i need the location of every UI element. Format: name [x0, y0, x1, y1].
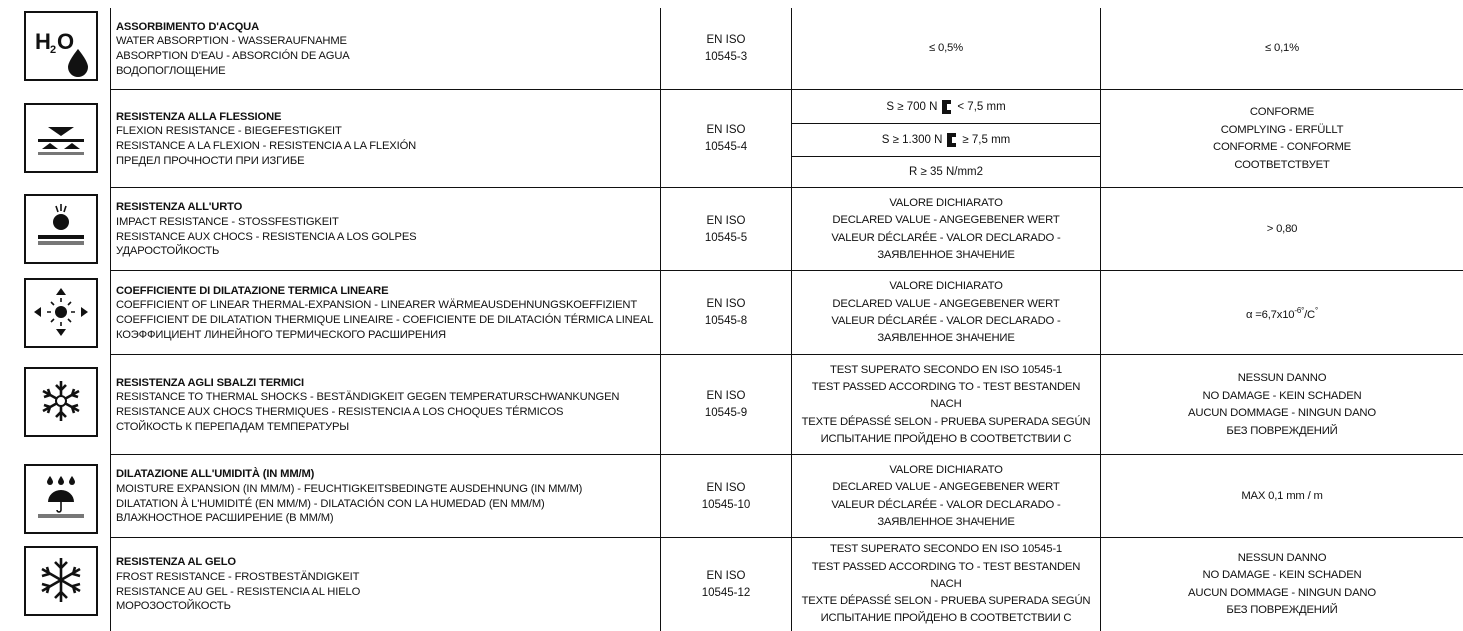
norm-line: 10545-12 — [701, 586, 751, 599]
norm-line: EN ISO — [706, 390, 746, 402]
result-value — [1101, 271, 1463, 355]
requirement-line: ЗАЯВЛЕННОЕ ЗНАЧЕНИЕ — [877, 332, 1015, 345]
flexion-resistance-icon-graphic — [26, 105, 96, 171]
result-line: ≤ 0,1% — [1265, 42, 1299, 55]
requirement-line: DECLARED VALUE - ANGEGEBENER WERT — [832, 297, 1060, 310]
requirement-line: VALORE DICHIARATO — [889, 196, 1003, 209]
alpha-unit: /C — [1304, 308, 1315, 321]
water-absorption-icon — [24, 11, 98, 81]
property-title: COEFFICIENTE DI DILATAZIONE TERMICA LINEARE — [116, 284, 389, 297]
test-norm — [661, 538, 791, 631]
requirement-line: TEXTE DÉPASSÉ SELON - PRUEBA SUPERADA SEGÚN — [801, 595, 1091, 608]
property-description — [116, 538, 656, 631]
column-divider — [110, 90, 111, 188]
requirement-line: TEST SUPERATO SECONDO EN ISO 10545-1 — [830, 543, 1062, 556]
property-row — [0, 188, 1463, 271]
requirement-line: TEST PASSED ACCORDING TO - TEST BESTANDEN — [811, 560, 1081, 573]
svg-text:H: H — [35, 29, 51, 54]
property-description — [116, 355, 656, 455]
requirement-subcell — [792, 90, 1100, 123]
frost-resistance-icon — [24, 546, 98, 616]
norm-line: 10545-8 — [704, 315, 748, 327]
norm-line: EN ISO — [706, 569, 746, 582]
property-description — [116, 188, 656, 271]
property-description — [116, 455, 656, 538]
property-row — [0, 455, 1463, 538]
svg-text:O: O — [57, 29, 75, 54]
property-row — [0, 538, 1463, 631]
property-title: RESISTENZA ALLA FLESSIONE — [116, 110, 282, 123]
result-line: БЕЗ ПОВРЕЖДЕНИЙ — [1226, 604, 1338, 616]
requirement-line: DECLARED VALUE - ANGEGEBENER WERT — [832, 214, 1060, 227]
result-line: MAX 0,1 mm / m — [1241, 489, 1323, 502]
water-absorption-icon-graphic — [26, 13, 96, 79]
requirement-line: ЗАЯВЛЕННОЕ ЗНАЧЕНИЕ — [877, 515, 1015, 528]
requirement-line: VALEUR DÉCLARÉE - VALOR DECLARADO - — [831, 231, 1061, 244]
property-translation: DILATATION À L'HUMIDITÉ (EN MM/M) - DILATACIÓN CON LA HUMEDAD (EN MM/M) — [116, 497, 545, 510]
result-line: CONFORME — [1249, 106, 1315, 118]
requirement-value — [792, 8, 1100, 90]
test-norm — [661, 8, 791, 90]
thickness-condition: ≥ 7,5 mm — [962, 133, 1011, 146]
requirement-line: NACH — [930, 577, 962, 590]
property-translation: COEFFICIENT OF LINEAR THERMAL-EXPANSION - LINEARER WÄRMEAUSDEHNUNGSKOEFFIZIENT — [116, 299, 638, 312]
test-norm — [661, 271, 791, 355]
column-divider — [110, 8, 111, 90]
property-translation: ВОДОПОГЛОЩЕНИЕ — [116, 64, 226, 77]
property-translation: ABSORPTION D'EAU - ABSORCIÓN DE AGUA — [116, 50, 350, 62]
flexion-resistance-icon — [24, 103, 98, 173]
result-line: БЕЗ ПОВРЕЖДЕНИЙ — [1226, 424, 1338, 437]
requirement-subcell — [792, 156, 1100, 188]
svg-text:2: 2 — [50, 44, 57, 56]
norm-line: EN ISO — [706, 34, 746, 46]
requirement-value: S ≥ 1.300 N — [881, 133, 943, 146]
norm-line: EN ISO — [706, 124, 746, 136]
property-row — [0, 8, 1463, 90]
property-translation: COEFFICIENT DE DILATATION THERMIQUE LINEAIRE - COEFICIENTE DE DILATACIÓN TÉRMICA LINEAL — [116, 314, 654, 326]
property-title: RESISTENZA AL GELO — [116, 556, 236, 569]
property-translation: СТОЙКОСТЬ К ПЕРЕПАДАМ ТЕМПЕРАТУРЫ — [116, 420, 350, 433]
result-value — [1101, 90, 1463, 188]
impact-resistance-icon-graphic — [26, 196, 96, 262]
property-translation: КОЭФФИЦИЕНТ ЛИНЕЙНОГО ТЕРМИЧЕСКОГО РАСШИРЕНИЯ — [116, 328, 446, 341]
requirement-line: VALORE DICHIARATO — [889, 463, 1003, 476]
norm-line: EN ISO — [706, 214, 746, 227]
column-divider — [110, 188, 111, 271]
thermal-shock-icon — [24, 367, 98, 437]
result-line: COMPLYING - ERFÜLLT — [1220, 123, 1344, 136]
property-row — [0, 271, 1463, 355]
requirement-line: ЗАЯВЛЕННОЕ ЗНАЧЕНИЕ — [877, 248, 1015, 261]
requirement-value — [792, 271, 1100, 355]
requirement-line: ИСПЫТАНИЕ ПРОЙДЕНО В СООТВЕТСТВИИ С — [820, 432, 1072, 445]
requirement-line: TEXTE DÉPASSÉ SELON - PRUEBA SUPERADA SEGÚN — [801, 415, 1091, 428]
result-line: CONFORME - CONFORME — [1212, 141, 1352, 153]
property-translation: УДАРОСТОЙКОСТЬ — [116, 245, 220, 258]
result-line: NESSUN DANNO — [1237, 372, 1327, 384]
result-value — [1101, 188, 1463, 271]
property-description — [116, 90, 656, 188]
requirement-line: VALEUR DÉCLARÉE - VALOR DECLARADO - — [831, 315, 1061, 327]
property-title: ASSORBIMENTO D'ACQUA — [116, 20, 260, 33]
impact-resistance-icon — [24, 194, 98, 264]
requirement-value — [792, 455, 1100, 538]
property-translation: МОРОЗОСТОЙКОСТЬ — [116, 600, 231, 613]
norm-line: 10545-10 — [701, 498, 751, 511]
result-value — [1101, 8, 1463, 90]
test-norm — [661, 90, 791, 188]
thermal-shock-icon-graphic — [26, 369, 96, 435]
norm-line: EN ISO — [706, 298, 746, 310]
property-translation: RESISTANCE TO THERMAL SHOCKS - BESTÄNDIGKEIT GEGEN TEMPERATURSCHWANKUNGEN — [116, 391, 620, 404]
norm-line: 10545-5 — [704, 231, 748, 244]
property-translation: IMPACT RESISTANCE - STOSSFESTIGKEIT — [116, 215, 339, 228]
property-row — [0, 355, 1463, 455]
result-line: СООТВЕТСТВУЕТ — [1234, 158, 1330, 171]
requirement-line: TEST SUPERATO SECONDO EN ISO 10545-1 — [830, 363, 1062, 376]
column-divider — [110, 271, 111, 355]
requirement-line: DECLARED VALUE - ANGEGEBENER WERT — [832, 481, 1060, 494]
tile-thickness-icon — [946, 132, 958, 148]
result-line: AUCUN DOMMAGE - NINGUN DANO — [1188, 407, 1376, 419]
norm-line: 10545-4 — [704, 141, 748, 153]
property-translation: RESISTANCE AU GEL - RESISTENCIA AL HIELO — [116, 585, 361, 598]
requirement-value — [792, 188, 1100, 271]
property-row — [0, 90, 1463, 188]
property-title: RESISTENZA AGLI SBALZI TERMICI — [116, 376, 304, 389]
thermal-expansion-icon — [24, 278, 98, 348]
property-title: DILATAZIONE ALL'UMIDITÀ (IN MM/M) — [116, 468, 315, 481]
moisture-expansion-icon — [24, 464, 98, 534]
result-value — [1101, 455, 1463, 538]
result-line: NESSUN DANNO — [1237, 551, 1327, 564]
requirement-value — [792, 355, 1100, 455]
property-translation: FLEXION RESISTANCE - BIEGEFESTIGKEIT — [116, 125, 342, 138]
requirement-line: ИСПЫТАНИЕ ПРОЙДЕНО В СООТВЕТСТВИИ С — [820, 612, 1072, 625]
requirement-value: R ≥ 35 N/mm2 — [908, 166, 984, 178]
alpha-unit-degree: ° — [1315, 305, 1318, 315]
norm-line: 10545-9 — [704, 407, 748, 419]
result-line: NO DAMAGE - KEIN SCHADEN — [1202, 389, 1362, 402]
requirement-line: NACH — [930, 398, 962, 411]
requirement-line: VALEUR DÉCLARÉE - VALOR DECLARADO - — [831, 498, 1061, 511]
column-divider — [110, 455, 111, 538]
tile-thickness-icon — [941, 99, 953, 115]
alpha-base: α =6,7x10 — [1245, 308, 1295, 321]
requirement-value: S ≥ 700 N — [886, 100, 938, 113]
column-divider — [110, 538, 111, 631]
property-translation: RESISTANCE A LA FLEXION - RESISTENCIA A LA FLEXIÓN — [116, 140, 417, 152]
thickness-condition: < 7,5 mm — [957, 100, 1006, 113]
test-norm — [661, 455, 791, 538]
result-line: > 0,80 — [1266, 222, 1298, 235]
alpha-result — [1246, 302, 1318, 324]
test-norm — [661, 188, 791, 271]
property-translation: WATER ABSORPTION - WASSERAUFNAHME — [116, 35, 347, 48]
requirement-line: ≤ 0,5% — [929, 42, 963, 55]
property-translation: RESISTANCE AUX CHOCS THERMIQUES - RESISTENCIA A LOS CHOQUES TÉRMICOS — [116, 406, 564, 418]
property-translation: RESISTANCE AUX CHOCS - RESISTENCIA A LOS GOLPES — [116, 230, 417, 243]
alpha-exponent: -6° — [1294, 305, 1305, 315]
requirement-value — [792, 538, 1100, 631]
result-line: NO DAMAGE - KEIN SCHADEN — [1202, 569, 1362, 581]
result-value — [1101, 355, 1463, 455]
requirement-line: VALORE DICHIARATO — [889, 280, 1003, 293]
result-line: AUCUN DOMMAGE - NINGUN DANO — [1188, 586, 1376, 599]
norm-line: 10545-3 — [704, 51, 748, 63]
norm-line: EN ISO — [706, 481, 746, 494]
property-title: RESISTENZA ALL'URTO — [116, 201, 243, 214]
moisture-expansion-icon-graphic — [26, 466, 96, 532]
property-translation: ПРЕДЕЛ ПРОЧНОСТИ ПРИ ИЗГИБЕ — [116, 154, 305, 167]
column-divider — [110, 355, 111, 455]
property-translation: FROST RESISTANCE - FROSTBESTÄNDIGKEIT — [116, 570, 360, 583]
property-description — [116, 8, 656, 90]
thermal-expansion-icon-graphic — [26, 280, 96, 346]
test-norm — [661, 355, 791, 455]
property-translation: MOISTURE EXPANSION (IN MM/M) - FEUCHTIGKEITSBEDINGTE AUSDEHNUNG (IN MM/M) — [116, 482, 583, 495]
property-description — [116, 271, 656, 355]
requirement-subcell — [792, 123, 1100, 156]
frost-resistance-icon-graphic — [26, 548, 96, 614]
requirement-line: TEST PASSED ACCORDING TO - TEST BESTANDEN — [811, 381, 1081, 394]
property-translation: ВЛАЖНОСТНОЕ РАСШИРЕНИЕ (В ММ/М) — [116, 512, 334, 525]
result-value — [1101, 538, 1463, 631]
